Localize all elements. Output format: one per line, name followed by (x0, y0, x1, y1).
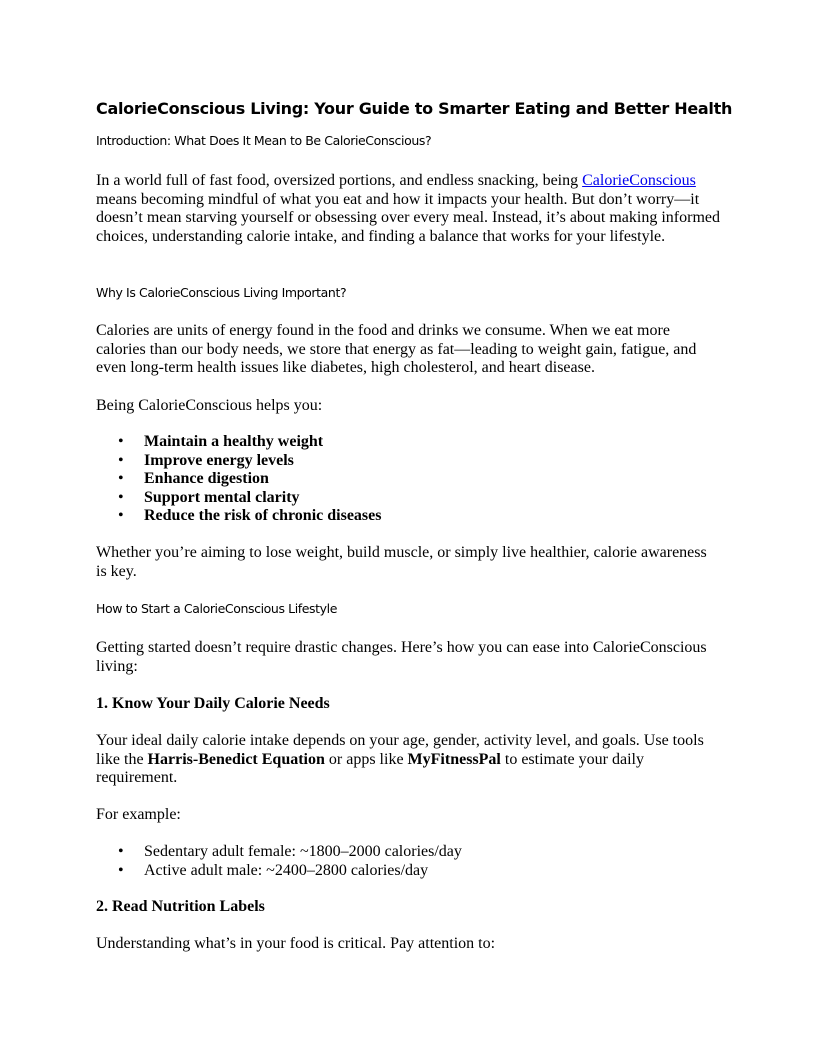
why-paragraph-2: Being CalorieConscious helps you: (96, 397, 323, 414)
list-item (96, 433, 381, 452)
list-item (96, 862, 462, 881)
bullet-icon: • (118, 433, 124, 450)
bullet-icon: • (118, 470, 124, 487)
example-text: Active adult male: ~2400–2800 calories/day (144, 861, 429, 879)
list-item (96, 489, 381, 508)
step1-heading: 1. Know Your Daily Calorie Needs (96, 695, 330, 712)
intro-text-after: means becoming mindful of what you eat and how it impacts your health. But don’t worry—it doesn’t mean starving yourself or obsessing over every meal. Instead, it’s about making informed choices, understanding calorie intake, and finding a balance that works for your lifestyle. (96, 190, 720, 245)
start-heading: How to Start a CalorieConscious Lifestyle (96, 601, 338, 616)
harris-benedict-text: Harris-Benedict Equation (147, 750, 325, 768)
step1-text-c: to estimate your daily requirement. (96, 750, 644, 786)
benefit-text: Enhance digestion (144, 470, 269, 487)
example-label: For example: (96, 806, 181, 823)
intro-heading: Introduction: What Does It Mean to Be CalorieConscious? (96, 133, 432, 148)
why-heading: Why Is CalorieConscious Living Important? (96, 285, 347, 300)
list-item (96, 843, 462, 862)
list-item (96, 452, 381, 471)
bullet-icon: • (118, 451, 124, 469)
benefit-text: Reduce the risk of chronic diseases (144, 507, 382, 524)
start-paragraph: Getting started doesn’t require drastic changes. Here’s how you can ease into CalorieConscious living: (96, 639, 707, 675)
benefit-text: Maintain a healthy weight (144, 433, 324, 450)
benefits-list (96, 433, 381, 526)
examples-list (96, 843, 462, 880)
bullet-icon: • (118, 843, 124, 860)
calorieconscious-link[interactable]: CalorieConscious (582, 172, 696, 189)
myfitnesspal-text: MyFitnessPal (407, 750, 501, 768)
step1-text-a: Your ideal daily calorie intake depends on your age, gender, activity level, and goals. Use tools like the (96, 732, 704, 768)
why-paragraph-3: Whether you’re aiming to lose weight, build muscle, or simply live healthier, calorie awareness is key. (96, 544, 707, 580)
document-title: CalorieConscious Living: Your Guide to Smarter Eating and Better Health (96, 99, 733, 118)
step1-paragraph (96, 732, 720, 788)
step1-text-b: or apps like (324, 750, 408, 768)
step2-paragraph: Understanding what’s in your food is critical. Pay attention to: (96, 935, 496, 952)
bullet-icon: • (118, 861, 124, 879)
list-item (96, 470, 381, 489)
benefit-text: Support mental clarity (144, 488, 300, 506)
intro-paragraph (96, 172, 720, 246)
bullet-icon: • (118, 488, 124, 506)
step2-heading: 2. Read Nutrition Labels (96, 898, 265, 915)
bullet-icon: • (118, 507, 124, 524)
example-text: Sedentary adult female: ~1800–2000 calories/day (144, 843, 462, 860)
intro-text-before: In a world full of fast food, oversized portions, and endless snacking, being (96, 172, 583, 189)
list-item (96, 507, 381, 526)
why-paragraph-1: Calories are units of energy found in the food and drinks we consume. When we eat more calories than our body needs, we store that energy as fat—leading to weight gain, fatigue, and even long-term health issues like diabetes, high cholesterol, and heart disease. (96, 322, 697, 376)
benefit-text: Improve energy levels (144, 451, 294, 469)
